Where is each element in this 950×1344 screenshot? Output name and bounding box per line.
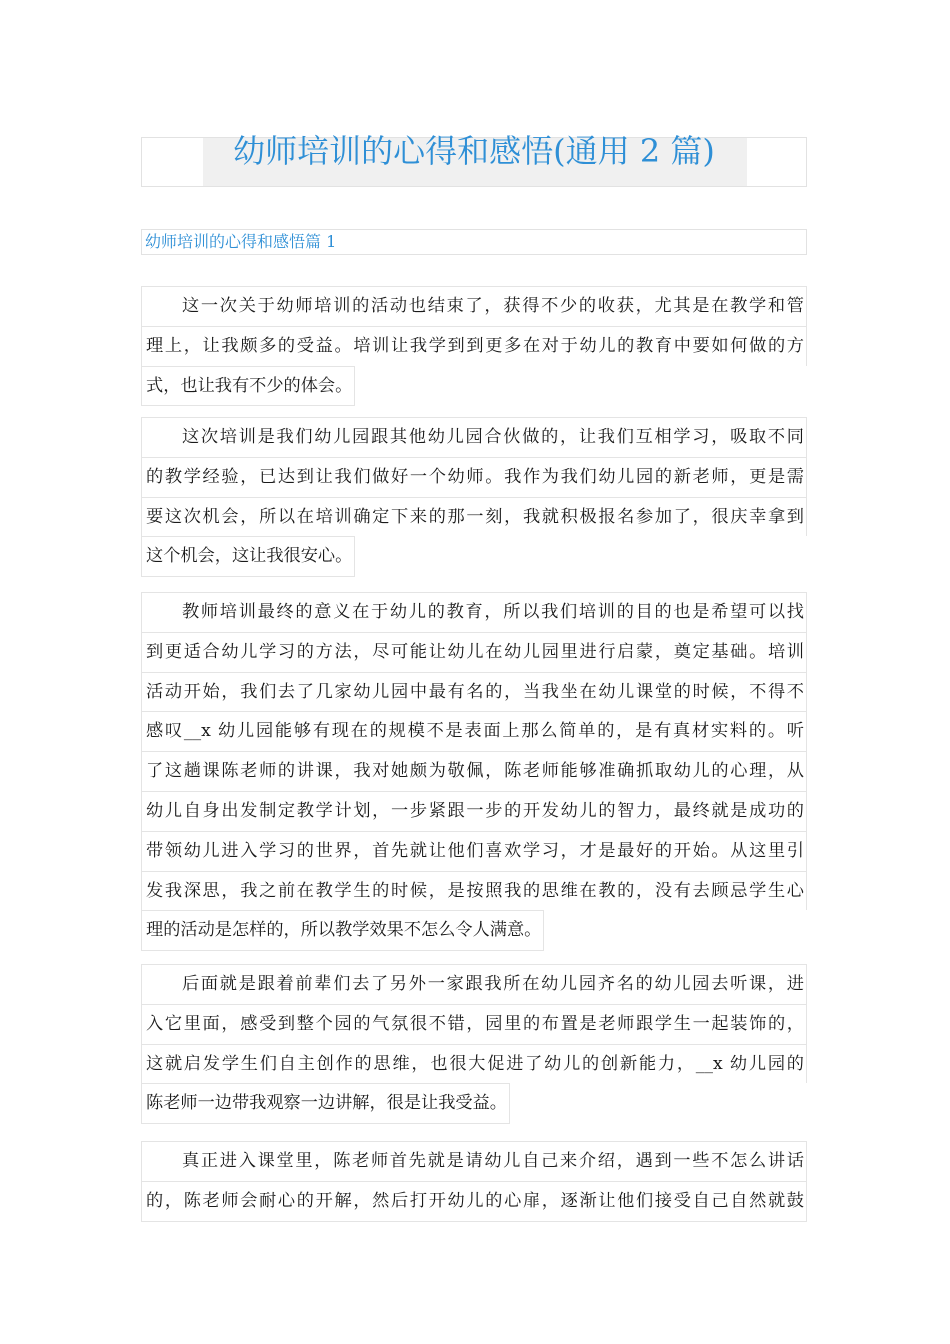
document-title: 幼师培训的心得和感悟(通用 2 篇) [233,132,715,170]
paragraph-line: 到更适合幼儿学习的方法，尽可能让幼儿在幼儿园里进行启蒙，奠定基础。培训 [141,632,807,672]
paragraph-line: 的，陈老师会耐心的开解，然后打开幼儿的心扉，逐渐让他们接受自己自然就鼓 [141,1181,807,1222]
paragraph-line: 真正进入课堂里，陈老师首先就是请幼儿自己来介绍，遇到一些不怎么讲话 [141,1141,807,1181]
paragraph-line: 要这次机会，所以在培训确定下来的那一刻，我就积极报名参加了，很庆幸拿到 [141,497,807,537]
paragraph-line: 这个机会，这让我很安心。 [141,536,355,577]
paragraph-line: 活动开始，我们去了几家幼儿园中最有名的，当我坐在幼儿课堂的时候，不得不 [141,672,807,712]
paragraph-line: 陈老师一边带我观察一边讲解，很是让我受益。 [141,1083,510,1124]
paragraph-5 [141,1141,807,1222]
paragraph-line: 教师培训最终的意义在于幼儿的教育，所以我们培训的目的也是希望可以找 [141,592,807,632]
paragraph-line: 发我深思，我之前在教学生的时候，是按照我的思维在教的，没有去顾忌学生心 [141,871,807,911]
paragraph-3 [141,592,807,966]
section-title: 幼师培训的心得和感悟篇 1 [141,229,807,255]
paragraph-4 [141,964,807,1139]
paragraph-line: 这就启发学生们自主创作的思维，也很大促进了幼儿的创新能力，__x 幼儿园的 [141,1044,807,1084]
paragraph-line: 入它里面，感受到整个园的气氛很不错，园里的布置是老师跟学生一起装饰的， [141,1004,807,1044]
paragraph-line: 这次培训是我们幼儿园跟其他幼儿园合伙做的，让我们互相学习，吸取不同 [141,417,807,457]
paragraph-line: 理的活动是怎样的，所以教学效果不怎么令人满意。 [141,910,544,951]
paragraph-1 [141,286,807,421]
paragraph-line: 幼儿自身出发制定教学计划，一步紧跟一步的开发幼儿的智力，最终就是成功的 [141,791,807,831]
paragraph-line: 了这趟课陈老师的讲课，我对她颇为敬佩，陈老师能够准确抓取幼儿的心理，从 [141,751,807,791]
paragraph-line: 后面就是跟着前辈们去了另外一家跟我所在幼儿园齐名的幼儿园去听课，进 [141,964,807,1004]
paragraph-line: 式，也让我有不少的体会。 [141,366,355,407]
paragraph-line: 带领幼儿进入学习的世界，首先就让他们喜欢学习，才是最好的开始。从这里引 [141,831,807,871]
paragraph-line: 理上，让我颇多的受益。培训让我学到到更多在对于幼儿的教育中要如何做的方 [141,326,807,366]
paragraph-line: 这一次关于幼师培训的活动也结束了，获得不少的收获，尤其是在教学和管 [141,286,807,326]
paragraph-line: 感叹__x 幼儿园能够有现在的规模不是表面上那么简单的，是有真材实料的。听 [141,711,807,751]
paragraph-line: 的教学经验，已达到让我们做好一个幼师。我作为我们幼儿园的新老师，更是需 [141,457,807,497]
paragraph-2 [141,417,807,592]
